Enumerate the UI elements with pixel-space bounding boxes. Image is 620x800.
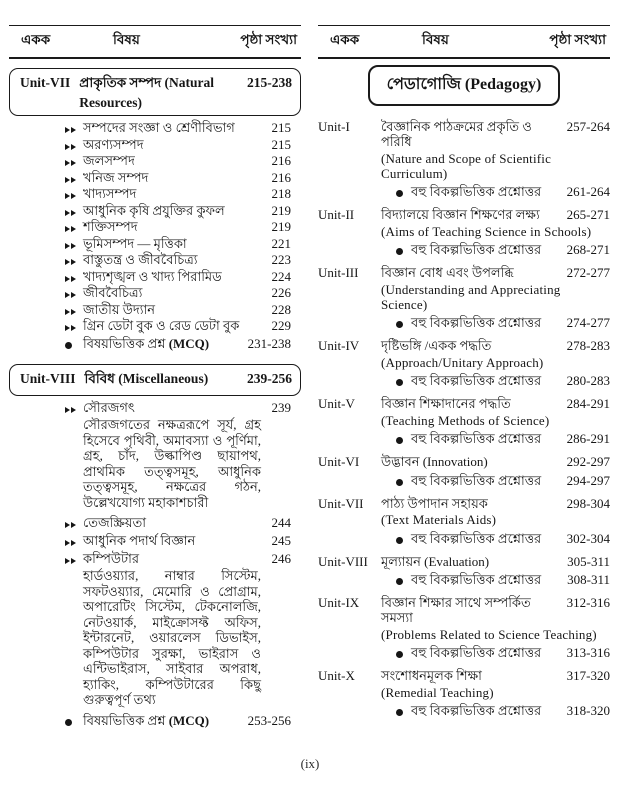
- unit-mcq-line: [381, 645, 610, 660]
- toc-item-mcq: [9, 337, 301, 351]
- unit-row: [318, 396, 610, 446]
- dot-bullet-icon: [396, 432, 411, 447]
- unit-title-bn: উদ্ভাবন (Innovation): [381, 454, 488, 469]
- unit-title-bn: মূল্যায়ন (Evaluation): [381, 553, 490, 569]
- double-arrow-icon: [65, 535, 83, 549]
- section-pages: 239-256: [247, 371, 292, 386]
- item-page: 229: [271, 318, 291, 333]
- toc-item: [9, 187, 301, 201]
- mcq-label-text: বিষয়ভিত্তিক প্রশ্ন: [83, 336, 166, 351]
- mcq-label: বহু বিকল্পভিত্তিক প্রশ্নোত্তর: [411, 315, 542, 330]
- dot-bullet-icon: [396, 374, 411, 389]
- dot-bullet-icon: [396, 474, 411, 489]
- toc-item: [9, 121, 301, 135]
- item-title: গ্রিন ডেটা বুক ও রেড ডেটা বুক: [83, 318, 240, 333]
- mcq-label: বহু বিকল্পভিত্তিক প্রশ্নোত্তর: [411, 645, 542, 660]
- unit-title-line: [381, 396, 610, 411]
- item-page: 246: [271, 551, 291, 566]
- unit-title-en: (Aims of Teaching Science in Schools): [381, 223, 592, 239]
- unit-label: Unit-VIII: [318, 553, 368, 569]
- unit-mcq-line: [381, 373, 610, 388]
- unit-title-bn: বিজ্ঞান বোধ এবং উপলব্ধি: [381, 265, 514, 280]
- mcq-pages: 280-283: [566, 373, 610, 388]
- toc-item: [9, 171, 301, 185]
- item-page: 219: [271, 219, 291, 234]
- item-detail: হার্ডওয়্যার, নাম্বার সিস্টেম, সফটওয়্যার, মেমোরি ও প্রোগ্রাম, অপারেটিং সিস্টেম, টেকনোলজি, নেটওয়ার্ক, মাইক্রোসফ্ট অফিস, ইন্টারনেট, ওয়ারলেস ডিভাইস, কম্পিউটার সুরক্ষা, ভাইরাস ও এন্টিভাইরাস, সাইবার অপরাধ, হ্যাকিং, কম্পিউটারের কিছু গুরুত্বপূর্ণ তথ্য: [83, 568, 261, 707]
- unit-row: [318, 496, 610, 546]
- item-title: জলসম্পদ: [83, 153, 135, 168]
- item-title: খনিজ সম্পদ: [83, 169, 149, 185]
- mcq-label: বহু বিকল্পভিত্তিক প্রশ্নোত্তর: [411, 184, 542, 199]
- header-pages-label: পৃষ্ঠা সংখ্যা: [240, 32, 297, 47]
- unit-title-line: [381, 265, 610, 280]
- toc-item: [9, 138, 301, 152]
- unit-pages: 272-277: [566, 265, 610, 280]
- header-subject-label: বিষয়: [422, 32, 449, 47]
- unit-title-bn: বিজ্ঞান শিক্ষাদানের পদ্ধতি: [381, 396, 511, 411]
- pedagogy-section-title: পেডাগোজি (Pedagogy): [368, 65, 561, 106]
- double-arrow-icon: [65, 402, 83, 416]
- item-page: 219: [271, 202, 291, 218]
- mcq-label-bold: (MCQ): [168, 336, 210, 351]
- unit-title-bn: দৃষ্টিভঙ্গি /একক পদ্ধতি: [381, 338, 492, 353]
- double-arrow-icon: [65, 304, 83, 318]
- right-column: [318, 25, 610, 728]
- item-title: বাস্তুতন্ত্র ও জীববৈচিত্র্য: [83, 252, 198, 267]
- right-column-header: [318, 25, 610, 59]
- unit-label: Unit-II: [318, 207, 355, 222]
- unit-title-line: [381, 668, 610, 683]
- unit-label: Unit-IX: [318, 595, 360, 610]
- mcq-pages: 308-311: [567, 572, 610, 587]
- mcq-pages: 261-264: [566, 184, 610, 199]
- unit-title-en: (Remedial Teaching): [381, 684, 494, 700]
- mcq-label: বহু বিকল্পভিত্তিক প্রশ্নোত্তর: [411, 431, 542, 446]
- header-unit-label: একক: [330, 32, 360, 47]
- unit-title-line: [381, 454, 610, 469]
- item-title: সৌরজগৎ: [83, 400, 135, 415]
- toc-item: [9, 253, 301, 267]
- toc-item: [9, 319, 301, 333]
- unit-row: [318, 668, 610, 718]
- unit-mcq-line: [381, 703, 610, 718]
- unit-title-en: (Approach/Unitary Approach): [381, 354, 544, 370]
- unit-mcq-line: [381, 572, 610, 587]
- unit-title-en: (Understanding and Appreciating Science): [381, 281, 561, 312]
- unit-row: [318, 454, 610, 488]
- toc-item-mcq: [9, 714, 301, 728]
- unit-title-bn: পাঠ্য উপাদান সহায়ক: [381, 495, 488, 511]
- item-page: 231-238: [247, 336, 291, 351]
- unit-title-en: (Text Materials Aids): [381, 512, 497, 527]
- unit-title-line: [381, 595, 610, 625]
- mcq-pages: 294-297: [566, 472, 610, 488]
- unit-title-bn: বৈজ্ঞানিক পাঠক্রমের প্রকৃতি ও পরিধি: [381, 119, 532, 149]
- item-page: 218: [271, 186, 291, 201]
- unit-label: Unit-X: [318, 668, 355, 683]
- unit-row: [318, 595, 610, 660]
- page-number: (ix): [300, 756, 320, 771]
- item-title: তেজস্ক্রিয়তা: [83, 515, 147, 530]
- section-items-unit-viii: [9, 401, 301, 728]
- item-detail: সৌরজগতের নক্ষত্ররূপে সূর্য, গ্রহ হিসেবে পৃথিবী, অমাবস্যা ও পূর্ণিমা, গ্রহ, চাঁদ, উল্কাপিণ্ড ছায়াপথ, প্রাথমিক তত্ত্বসমূহ, আধুনিক তত্ত্বসমূহ, নক্ষত্রের গঠন, উল্লেখযোগ্য মহাকাশচারী: [83, 417, 261, 510]
- item-title: সম্পদের সংজ্ঞা ও শ্রেণীবিভাগ: [83, 120, 235, 135]
- left-column-header: [9, 25, 301, 59]
- item-title: কম্পিউটার: [83, 551, 140, 566]
- unit-title-bn: সংশোধনমূলক শিক্ষা: [381, 668, 482, 683]
- unit-mcq-line: [381, 431, 610, 446]
- toc-item: [9, 303, 301, 317]
- unit-pages: 257-264: [566, 119, 610, 134]
- item-title: জীববৈচিত্র্য: [83, 285, 143, 300]
- dot-bullet-icon: [396, 646, 411, 661]
- double-arrow-icon: [65, 287, 83, 301]
- mcq-pages: 318-320: [566, 703, 610, 718]
- mcq-label: বহু বিকল্পভিত্তিক প্রশ্নোত্তর: [411, 703, 542, 718]
- section-title: বিবিধ (Miscellaneous): [84, 371, 209, 386]
- left-column: [9, 25, 301, 728]
- unit-row: [318, 554, 610, 588]
- dot-bullet-icon: [396, 704, 411, 719]
- item-page: 245: [271, 533, 291, 548]
- item-title: ভূমিসম্পদ — মৃত্তিকা: [83, 235, 187, 251]
- item-page: 215: [271, 136, 291, 152]
- double-arrow-icon: [65, 221, 83, 235]
- item-page: 253-256: [247, 712, 291, 728]
- unit-row: [318, 119, 610, 199]
- dot-bullet-icon: [396, 316, 411, 331]
- unit-title-en: (Teaching Methods of Science): [381, 412, 550, 428]
- pedagogy-box-wrap: [318, 65, 610, 106]
- unit-label: Unit-VII: [318, 495, 364, 511]
- unit-mcq-line: [381, 184, 610, 199]
- section-unit-label: Unit-VII: [20, 75, 71, 90]
- dot-bullet-icon: [396, 532, 411, 547]
- toc-item: [9, 401, 301, 415]
- item-page: 239: [271, 400, 291, 415]
- unit-title-bn: বিজ্ঞান শিক্ষার সাথে সম্পর্কিত সমস্যা: [381, 595, 531, 625]
- mcq-label: [83, 714, 248, 728]
- item-title: শক্তিসম্পদ: [83, 219, 138, 234]
- section-box-unit-vii: [9, 68, 301, 116]
- mcq-label-text: বিষয়ভিত্তিক প্রশ্ন: [83, 712, 166, 728]
- unit-label: Unit-V: [318, 396, 355, 411]
- item-page: 223: [271, 252, 291, 267]
- mcq-pages: 302-304: [566, 530, 610, 546]
- unit-pages: 312-316: [566, 595, 610, 610]
- unit-title-line: [381, 338, 610, 353]
- unit-pages: 298-304: [566, 495, 610, 511]
- unit-pages: 284-291: [566, 396, 610, 411]
- item-title: খাদ্যশৃঙ্খল ও খাদ্য পিরামিড: [83, 268, 222, 284]
- double-arrow-icon: [65, 155, 83, 169]
- double-arrow-icon: [65, 238, 83, 252]
- toc-item: [9, 516, 301, 530]
- item-page: 228: [271, 301, 291, 317]
- double-arrow-icon: [65, 122, 83, 136]
- mcq-label: বহু বিকল্পভিত্তিক প্রশ্নোত্তর: [411, 373, 542, 388]
- item-page: 216: [271, 153, 291, 168]
- toc-item: [9, 237, 301, 251]
- unit-title-line: [381, 554, 610, 569]
- unit-label: Unit-IV: [318, 338, 360, 353]
- toc-item: [9, 534, 301, 548]
- mcq-label-bold: (MCQ): [168, 712, 210, 728]
- mcq-pages: 268-271: [566, 242, 610, 257]
- item-page: 216: [271, 169, 291, 185]
- double-arrow-icon: [65, 271, 83, 285]
- double-arrow-icon: [65, 172, 83, 186]
- toc-item: [9, 270, 301, 284]
- item-page: 215: [271, 120, 291, 135]
- unit-pages: 317-320: [566, 668, 610, 683]
- section-items-unit-vii: [9, 121, 301, 351]
- mcq-label: বহু বিকল্পভিত্তিক প্রশ্নোত্তর: [411, 472, 542, 488]
- unit-mcq-line: [381, 473, 610, 488]
- mcq-label: বহু বিকল্পভিত্তিক প্রশ্নোত্তর: [411, 530, 542, 546]
- dot-bullet-icon: [396, 573, 411, 588]
- double-arrow-icon: [65, 139, 83, 153]
- section-pages: 215-238: [247, 75, 292, 90]
- item-page: 226: [271, 285, 291, 300]
- unit-label: Unit-I: [318, 119, 350, 134]
- double-arrow-icon: [65, 517, 83, 531]
- item-title: আধুনিক কৃষি প্রযুক্তির কুফল: [83, 202, 225, 218]
- unit-title-bn: বিদ্যালয়ে বিজ্ঞান শিক্ষণের লক্ষ্য: [381, 207, 540, 222]
- dot-bullet-icon: [396, 243, 411, 258]
- item-page: 244: [271, 515, 291, 530]
- unit-label: Unit-VI: [318, 454, 360, 469]
- mcq-label: বহু বিকল্পভিত্তিক প্রশ্নোত্তর: [411, 242, 542, 257]
- section-title: প্রাকৃতিক সম্পদ (Natural Resources): [79, 75, 215, 110]
- double-arrow-icon: [65, 254, 83, 268]
- unit-mcq-line: [381, 242, 610, 257]
- unit-mcq-line: [381, 531, 610, 546]
- mcq-label: বহু বিকল্পভিত্তিক প্রশ্নোত্তর: [411, 572, 542, 587]
- item-title: অরণ্যসম্পদ: [83, 136, 144, 152]
- item-title: আধুনিক পদার্থ বিজ্ঞান: [83, 533, 196, 548]
- unit-pages: 278-283: [566, 338, 610, 353]
- header-unit-label: একক: [21, 32, 51, 47]
- unit-row: [318, 338, 610, 388]
- item-title: খাদ্যসম্পদ: [83, 186, 137, 201]
- dot-bullet-icon: [65, 338, 83, 352]
- double-arrow-icon: [65, 188, 83, 202]
- unit-title-line: [381, 496, 610, 511]
- mcq-pages: 313-316: [566, 645, 610, 660]
- unit-pages: 265-271: [566, 207, 610, 222]
- section-box-unit-viii: [9, 364, 301, 396]
- mcq-pages: 274-277: [566, 315, 610, 330]
- unit-row: [318, 207, 610, 257]
- toc-item: [9, 154, 301, 168]
- item-page: 221: [271, 235, 291, 251]
- double-arrow-icon: [65, 205, 83, 219]
- unit-title-en: (Nature and Scope of Scientific Curriculum): [381, 150, 552, 181]
- section-unit-label: Unit-VIII: [20, 371, 76, 386]
- item-title: জাতীয় উদ্যান: [83, 301, 156, 317]
- mcq-label: [83, 337, 248, 351]
- unit-pages: 305-311: [567, 553, 610, 569]
- toc-item: [9, 220, 301, 234]
- header-pages-label: পৃষ্ঠা সংখ্যা: [549, 32, 606, 47]
- unit-pages: 292-297: [566, 454, 610, 469]
- unit-title-line: [381, 119, 610, 149]
- unit-title-line: [381, 207, 610, 222]
- dot-bullet-icon: [396, 185, 411, 200]
- double-arrow-icon: [65, 553, 83, 567]
- header-subject-label: বিষয়: [113, 32, 140, 47]
- dot-bullet-icon: [65, 715, 83, 729]
- toc-item: [9, 204, 301, 218]
- toc-item: [9, 286, 301, 300]
- unit-row: [318, 265, 610, 330]
- unit-mcq-line: [381, 315, 610, 330]
- item-page: 224: [271, 268, 291, 284]
- double-arrow-icon: [65, 320, 83, 334]
- toc-item: [9, 552, 301, 566]
- unit-title-en: (Problems Related to Science Teaching): [381, 626, 597, 642]
- unit-label: Unit-III: [318, 265, 359, 280]
- mcq-pages: 286-291: [566, 431, 610, 446]
